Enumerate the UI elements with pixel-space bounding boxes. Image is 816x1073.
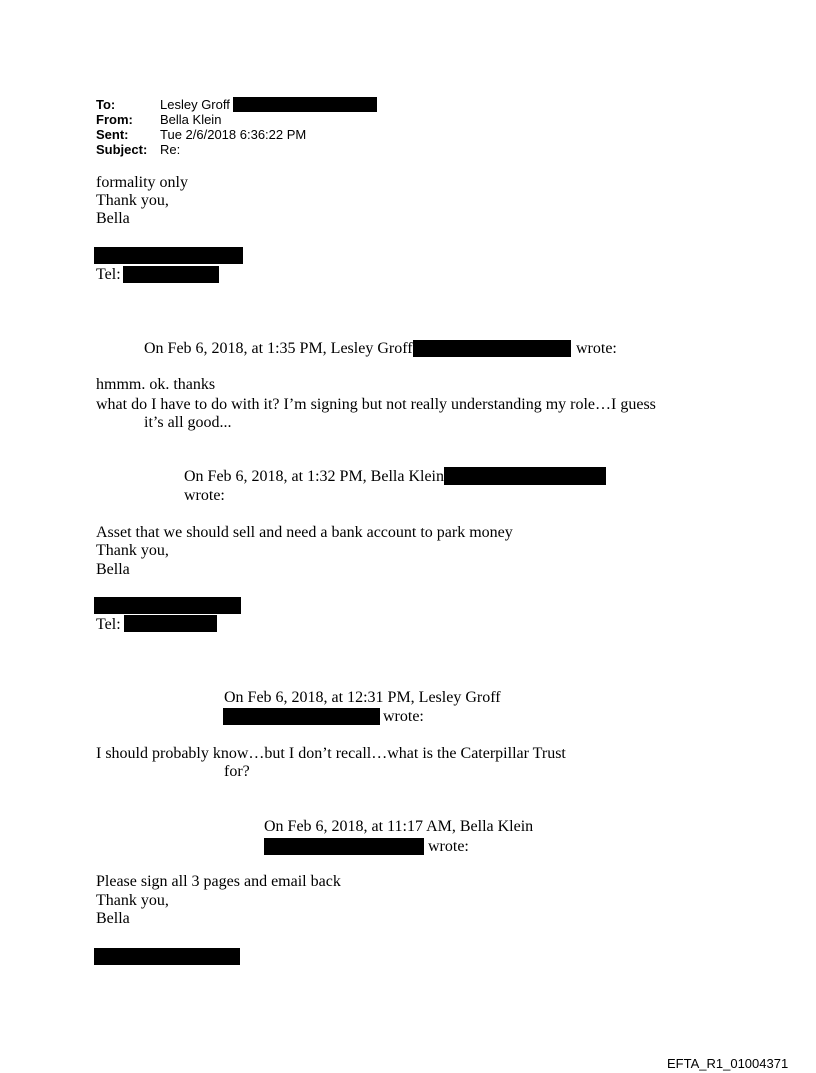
from-value: Bella Klein: [160, 112, 222, 127]
body-line: I should probably know…but I don’t recall…what is the Caterpillar Trust: [96, 745, 566, 762]
wrote-label: wrote:: [428, 838, 469, 855]
tel-label: Tel:: [96, 616, 121, 633]
body-line: what do I have to do with it? I’m signing but not really understanding my role…I guess: [96, 396, 656, 413]
attribution-line: On Feb 6, 2018, at 12:31 PM, Lesley Groff: [224, 689, 501, 706]
redaction-box: [94, 948, 240, 965]
body-line: Thank you,: [96, 542, 169, 559]
redaction-box: [264, 838, 424, 855]
document-id: EFTA_R1_01004371: [667, 1056, 789, 1071]
attribution-line: On Feb 6, 2018, at 1:32 PM, Bella Klein: [184, 468, 444, 485]
redaction-box: [444, 467, 606, 485]
attribution-line: On Feb 6, 2018, at 11:17 AM, Bella Klein: [264, 818, 534, 835]
wrote-label: wrote:: [576, 340, 617, 357]
redaction-box: [233, 97, 377, 112]
body-line: formality only: [96, 174, 188, 191]
wrote-label: wrote:: [383, 708, 424, 725]
body-line: Bella: [96, 561, 130, 578]
redaction-box: [123, 266, 219, 283]
body-line: Thank you,: [96, 892, 169, 909]
body-line: Thank you,: [96, 192, 169, 209]
body-line: hmmm. ok. thanks: [96, 376, 216, 393]
redaction-box: [223, 708, 380, 725]
sent-value: Tue 2/6/2018 6:36:22 PM: [160, 127, 307, 142]
body-line: it’s all good...: [144, 414, 232, 431]
body-line: Bella: [96, 210, 130, 227]
sent-label: Sent:: [96, 127, 129, 142]
subject-value: Re:: [160, 142, 181, 157]
body-line: Bella: [96, 910, 130, 927]
wrote-label: wrote:: [184, 487, 225, 504]
attribution-line: On Feb 6, 2018, at 1:35 PM, Lesley Groff: [144, 340, 413, 357]
redaction-box: [413, 340, 571, 357]
redaction-box: [94, 247, 243, 264]
to-label: To:: [96, 97, 116, 112]
redaction-box: [94, 597, 241, 614]
to-value: Lesley Groff: [160, 97, 230, 112]
subject-label: Subject:: [96, 142, 148, 157]
body-line: for?: [224, 763, 250, 780]
body-line: Please sign all 3 pages and email back: [96, 873, 341, 890]
body-line: Asset that we should sell and need a bank account to park money: [96, 524, 513, 541]
from-label: From:: [96, 112, 133, 127]
tel-label: Tel:: [96, 266, 121, 283]
redaction-box: [124, 615, 217, 632]
